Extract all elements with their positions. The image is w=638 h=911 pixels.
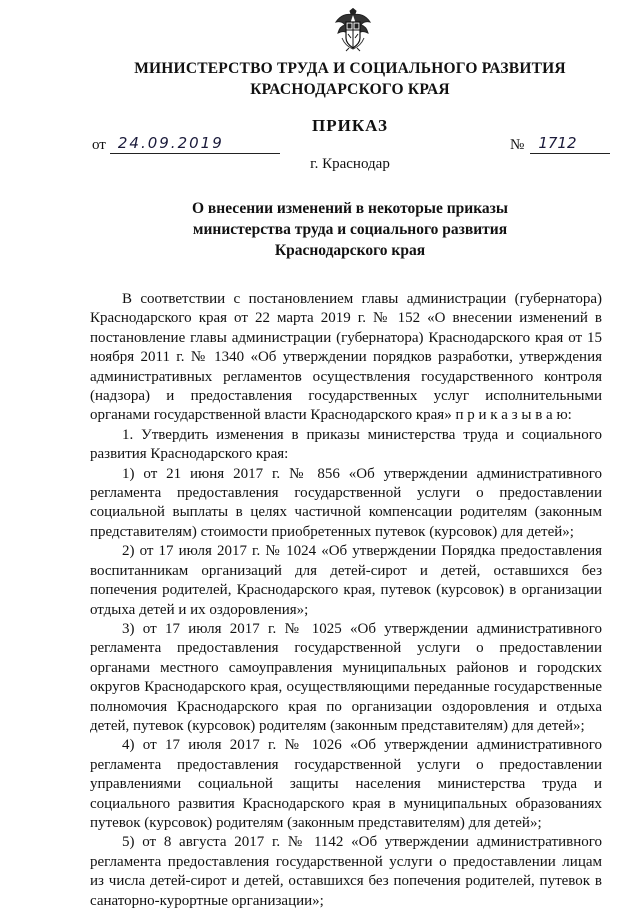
- coat-of-arms-icon: [334, 8, 372, 52]
- order-date: 24.09.2019: [110, 136, 280, 154]
- order-body: [90, 290, 602, 911]
- ministry-line-2: КРАСНОДАРСКОГО КРАЯ: [250, 81, 450, 98]
- subject-line-1: О внесении изменений в некоторые приказы: [192, 200, 508, 217]
- order-number-row: [510, 136, 610, 154]
- subitem-2-paragraph: 2) от 17 июля 2017 г. № 1024 «Об утверждении Порядка предоставления воспитанникам организаций для детей-сирот и детей, оставшихся без попечения родителей, Краснодарского края, путевок (курсовок) в организации отдыха детей и их оздоровления»;: [90, 543, 602, 618]
- subitem-5-paragraph: 5) от 8 августа 2017 г. № 1142 «Об утверждении административного регламента предоставления государственной услуги о предоставлении лицам из числа детей-сирот и детей, оставшихся без попечения родителей, путевок в санаторно-курортные организации»;: [90, 834, 602, 909]
- date-prefix: от: [92, 137, 106, 153]
- subject-line-2: министерства труда и социального развития: [192, 221, 508, 238]
- subject-line-3: Краснодарского края: [274, 242, 426, 259]
- subitem-1-paragraph: 1) от 21 июня 2017 г. № 856 «Об утверждении административного регламента предоставления государственной услуги о предоставлении социальной выплаты в целях частичной компенсации родителям (законным представителям) стоимости приобретенных путевок (курсовок) для детей»;: [90, 465, 602, 540]
- preamble-paragraph: В соответствии с постановлением главы администрации (губернатора) Краснодарского края от 22 марта 2019 г. № 152 «О внесении изменений в постановление главы администрации (губернатора) Краснодарского края от 15 ноября 2011 г. № 1340 «Об утверждении порядков разработки, утверждения административных регламентов осуществления государственного контроля (надзора) и предоставления государственных услуг исполнительными органами государственной власти Краснодарского края» п р и к а з ы в а ю:: [90, 291, 602, 424]
- order-subject: [60, 198, 638, 261]
- subitem-3-paragraph: 3) от 17 июля 2017 г. № 1025 «Об утверждении административного регламента предоставления государственной услуги о предоставлении органами местного самоуправления муниципальных районов и городских округов Краснодарского края, осуществляющими переданные государственные полномочия Краснодарского края по организации оздоровления и отдыха детей, путевок (курсовок) родителям (законным представителям) для детей»;: [90, 620, 602, 734]
- ministry-name: [60, 58, 638, 100]
- order-number: 1712: [530, 136, 610, 154]
- number-prefix: №: [510, 137, 525, 153]
- order-title: ПРИКАЗ: [312, 116, 388, 135]
- item-1-paragraph: 1. Утвердить изменения в приказы министерства труда и социального развития Краснодарского края:: [90, 426, 602, 463]
- order-date-row: [92, 136, 280, 154]
- city: г. Краснодар: [310, 156, 390, 172]
- ministry-line-1: МИНИСТЕРСТВО ТРУДА И СОЦИАЛЬНОГО РАЗВИТИЯ: [134, 60, 566, 77]
- subitem-4-paragraph: 4) от 17 июля 2017 г. № 1026 «Об утверждении административного регламента предоставления государственной услуги о предоставлении управлениями социальной защиты населения министерства труда и социального развития Краснодарского края в муниципальных образованиях путевок (курсовок) родителям (законным представителям) для детей»;: [90, 737, 602, 831]
